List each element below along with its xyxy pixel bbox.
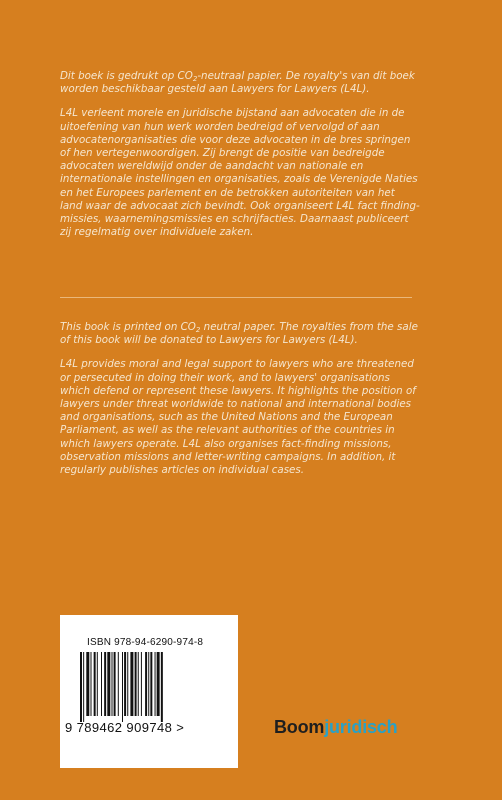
dutch-paragraph-2: L4L verleent morele en juridische bijstand aan advocaten die in de uitoefening van hun werk worden bedreigd of vervolgd of aan advocatenorganisaties die voor deze advocaten in de bres springen of hen vertegenwoordigen. Zij brengt de positie van bedreigde advocaten wereldwijd onder de aandacht van nationale en internationale instellingen en organisaties, zoals de Verenigde Naties en het Europees parlement en de betrokken autoriteiten van het land waar de advocaat zich bevindt. Ook organiseert L4L fact finding-missies, waarnemingsmissies en schrijfacties. Daarnaast publiceert zij regelmatig over individuele zaken.	[60, 107, 420, 239]
logo-part-boom: Boom	[274, 717, 325, 737]
isbn-label: ISBN 978-94-6290-974-8	[87, 637, 204, 648]
publisher-logo	[274, 717, 397, 738]
barcode-icon	[78, 652, 230, 722]
dutch-paragraph-1: Dit boek is gedrukt op $CO_2$-neutraal papier. De royalty's van dit boek worden beschikbaar gesteld aan Lawyers for Lawyers (L4L).	[60, 70, 415, 96]
barcode-box	[60, 615, 238, 768]
dutch-text-block	[60, 70, 420, 250]
section-divider	[60, 297, 412, 298]
logo-part-juridisch: juridisch	[324, 717, 398, 737]
english-paragraph-1: This book is printed on $CO_2$ neutral paper. The royalties from the sale of this book will be donated to Lawyers for Lawyers (L4L).	[60, 321, 418, 347]
barcode-digits: 9 789462 909748 >	[65, 720, 185, 735]
english-text-block	[60, 321, 420, 488]
english-paragraph-2: L4L provides moral and legal support to lawyers who are threatened or persecuted in doing their work, and to lawyers' organisations which defend or represent these lawyers. It highlights the position of lawyers under threat worldwide to national and international bodies and organisations, such as the United Nations and the European Parliament, as well as the relevant authorities of the countries in which lawyers operate. L4L also organises fact-finding missions, observation missions and letter-writing campaigns. In addition, it regularly publishes articles on individual cases.	[60, 358, 416, 477]
